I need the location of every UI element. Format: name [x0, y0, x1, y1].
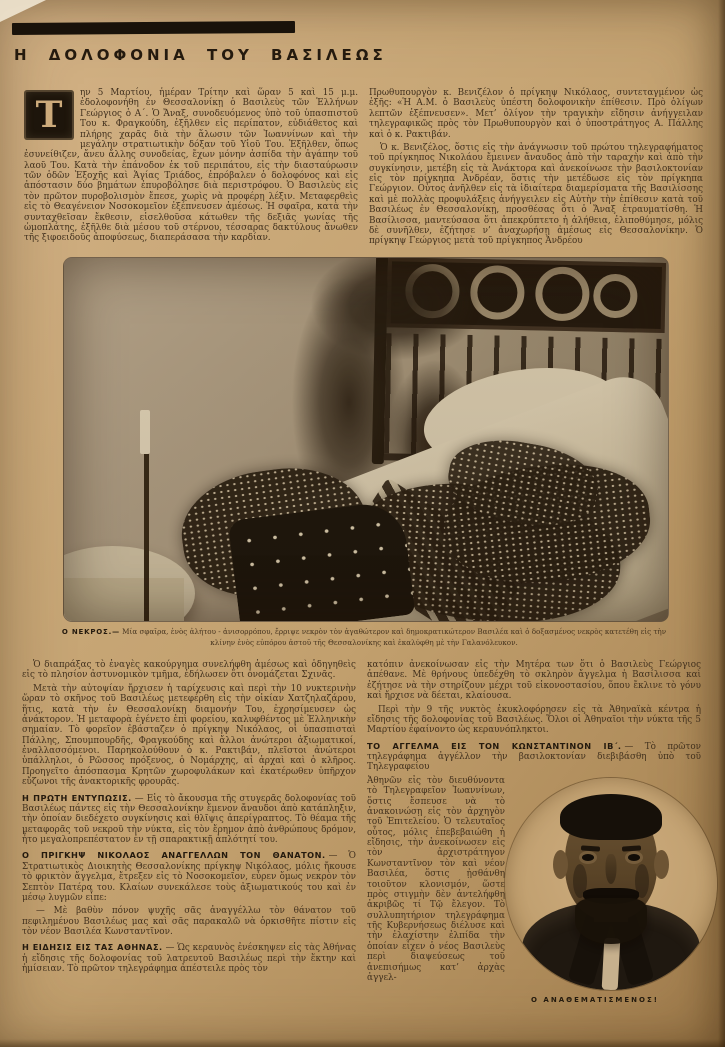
paragraph: Πρωθυπουργὸν κ. Βενιζέλον ὁ πρίγκηψ Νικόλαος, συντεταγμένον ὡς ἑξῆς: «Ἡ Α.Μ. ὁ Βασιλεὺς ὑπέστη δολοφονικὴν ἐπίθεσιν. Πρὸ ὀλίγων λεπτῶν ἐξέπνευσεν». Μετ’ ὀλίγον τὴν τραγικὴν εἴδησιν ἀνήγγειλαν τηλεγραφικῶς πρὸς τὸν Πρωθυπουργὸν καὶ ὁ ὑποστράτηγος Α. Πάλλης καὶ ὁ κ. Ρακτιβάν. — [369, 88, 703, 140]
section-title: Η ΕΙΔΗΣΙΣ ΕΙΣ ΤΑΣ ΑΘΗΝΑΣ. — [22, 942, 163, 953]
section-first-impression — [22, 794, 356, 846]
portrait-beard — [575, 898, 647, 944]
page-title: Η ΔΟΛΟΦΟΝΙΑ ΤΟΥ ΒΑΣΙΛΕΩΣ — [14, 46, 387, 64]
portrait-brow — [622, 845, 641, 851]
photo-sepia-overlay — [64, 258, 668, 621]
portrait-brow — [581, 845, 600, 851]
body-text: ην 5 Μαρτίου, ἡμέραν Τρίτην καὶ ὥραν 5 καὶ 15 μ.μ. ἐδολοφονήθη ἐν Θεσσαλονίκῃ ὁ Βασιλεὺς τῶν Ἑλλήνων Γεώργιος ὁ Α΄. Ὁ Ἄναξ, συνοδευόμενος ὑπὸ τοῦ ὑπασπιστοῦ Του κ. Φραγκούδη, ἐξῆλθεν εἰς περίπατον, εὐδιάθετος καὶ πλήρης χαρᾶς διὰ τὴν ἅλωσιν τῶν Ἰωαννίνων καὶ τὴν μεγάλην στρατιωτικὴν δόξαν τοῦ Υἱοῦ Του. Ἐξῆλθεν, ὅπως ἐσυνείθιζεν, ἄνευ ἄλλης συνοδείας, ἔχων μόνην ἀσπίδα τὴν ἀγάπην τοῦ λαοῦ Του. Κατὰ τὴν ἐπάνοδον ἐκ τοῦ περιπάτου, εἰς τὴν διασταύρωσιν τῶν ὁδῶν Ἐξοχῆς καὶ Ἁγίας Τριάδος, ἐπρόβαλεν ὁ δολοφόνος καὶ εἰς ἀπόστασιν δύο βημάτων ἐπυροβόλησε διὰ περιστρόφου. Ὁ Βασιλεὺς εἰς τὸν πρῶτον πυροβολισμὸν ἔπεσε, χωρὶς νὰ προφέρῃ λέξιν. Μεταφερθεὶς εἰς τὸ Θεαγένειον Νοσοκομεῖον ἐξέπνευσεν ἀμέσως. Ἡ σφαῖρα, κατὰ τὴν συνταχθεῖσαν ἔκθεσιν, εἰσελθοῦσα κάτωθεν τῆς δεξιᾶς γωνίας τῆς ὠμοπλάτης, ἐξῆλθε διὰ μέσου τοῦ στέρνου, τέσσαρας δακτύλους ἄνωθεν τῆς ξιφοειδοῦς ἀποφύσεως, διαπεράσασα τὴν καρδίαν. — [24, 88, 358, 244]
portrait-caption: Ο ΑΝΑΘΕΜΑΤΙΣΜΕΝΟΣ! — [531, 995, 659, 1004]
body-text: — Ὡς κεραυνὸς ἐνέσκηψεν εἰς τὰς Ἀθήνας ἡ εἴδησις τῆς δολοφονίας τοῦ λατρευτοῦ Βασιλέως περὶ τὴν ἕκτην καὶ ἡμίσειαν. Τὸ πρῶτον τηλεγράφημα ἀπέστειλε πρὸς τὸν — [22, 943, 357, 975]
article-column-right-lower — [367, 660, 701, 1004]
text-portrait-row — [367, 776, 701, 990]
page-edge-bottom — [0, 1039, 725, 1047]
portrait-shirt — [602, 937, 621, 989]
article-column-left — [24, 88, 358, 250]
paragraph: Περὶ τὴν 9 τῆς νυκτὸς ἐκυκλοφόρησεν εἰς τὰ Ἀθηναϊκὰ κέντρα ἡ εἴδησις τῆς δολοφονίας τοῦ Βασιλέως. Ὅλοι οἱ Ἀθηναῖοι τὴν νύκτα τῆς 5 Μαρτίου ἐφαίνοντο ὡς κεραυνόπληκτοι. — [367, 704, 701, 736]
section-title: Η ΠΡΩΤΗ ΕΝΤΥΠΩΣΙΣ. — [22, 792, 132, 803]
portrait-nose — [606, 854, 617, 884]
section-message-to-constantine — [367, 742, 701, 773]
photo-assassin-portrait — [505, 778, 717, 990]
page-edge-corner — [0, 0, 46, 22]
section-prince-nicholas — [22, 851, 356, 903]
paragraph: Ὁ διαπράξας τὸ ἐναγὲς κακούργημα συνελήφθη ἀμέσως καὶ ὁδηγηθεὶς εἰς τὸ πλησίον ἀστυνομικὸν τμῆμα, ἐδήλωσεν ὅτι ὀνομάζεται Σχινᾶς. — [22, 660, 356, 681]
article-column-left-lower — [22, 660, 356, 1004]
photo-caption-text: Μία σφαῖρα, ἑνὸς ἀλήτου - ἀνισορρόπου, ἔρριψε νεκρὸν τὸν ἀγαθώτερον καὶ δημοκρατικώτερον Βασιλέα καὶ ὁ δοξασμένος νεκρὸς κατετέθη εἰς τὴν κλίνην ἑνὸς εὐπόρου ἀστοῦ τῆς Θεσσαλονίκης καὶ ἐκαλύφθη μὲ τὴν Γαλανόλευκον. — [122, 627, 667, 647]
page-edge-right — [718, 0, 725, 1047]
photo-caption — [58, 627, 670, 649]
section-title: Ο ΠΡΙΓΚΗΨ ΝΙΚΟΛΑΟΣ ΑΝΑΓΓΕΛΛΩΝ ΤΟΝ ΘΑΝΑΤΟΝ. — [22, 850, 326, 861]
portrait-eye — [582, 854, 594, 861]
paragraph: κατόπιν ἀνεκοίνωσαν εἰς τὴν Μητέρα των ὅτι ὁ Βασιλεὺς Γεώργιος ἀπέθανε. Μὲ θρήνους ὑπεδέχθη τὸ σκληρὸν ἄγγελμα ἡ Βασίλισσα καὶ ἐζήτησε νὰ τὴν στηρίζουν μέχρι τοῦ εἰκονοστασίου, ὅπου ἔκλινε τὸ γόνυ καὶ ἤρχισε νὰ δέεται, κλαίουσα. — [367, 660, 701, 702]
paragraph — [24, 88, 358, 244]
body-text: — Εἰς τὸ ἄκουσμα τῆς στυγερᾶς δολοφονίας τοῦ Βασιλέως πάντες εἰς τὴν Θεσσαλονίκην ἔμενον ἄναυδοι ἀπὸ κατάπληξιν, τὴν ὁποίαν διεδέχετο συγκίνησις καὶ θλῖψις ἀπερίγραπτος. Τὸ θέαμα τῆς μεταφορᾶς τοῦ νεκροῦ τὴν νύκτα, εἰς τὸν ἔρημον ἀπὸ ἀνθρώπους δρόμον, ἦτο μεγαλοπρεπέστατον ἐν τῇ σπαρακτικῇ ἁπλότητί του. — [22, 793, 357, 845]
body-text: — Ὁ Στρατιωτικὸς Διοικητὴς Θεσσαλονίκης πρίγκηψ Νικόλαος, μόλις ἤκουσε τὸ φρικτὸν ἄγγελμα, ἔτρεξεν εἰς τὸ Νοσοκομεῖον, εὗρεν ὅμως νεκρὸν τὸν Σεπτὸν Πατέρα του. Κλαίων συνεκάλεσε τοὺς ἀξιωματικούς του καὶ ἐν μέσῳ λυγμῶν εἶπε: — [22, 851, 356, 903]
quote-paragraph: — Μὲ βαθὺν πόνον ψυχῆς σᾶς ἀναγγέλλω τὸν θάνατον τοῦ πεφιλημένου Βασιλέως μας καὶ σᾶς παρακαλῶ νὰ ὁρκισθῆτε πίστιν εἰς τὸν νέον Βασιλέα Κωνσταντῖνον. — [22, 906, 356, 937]
article-top-columns — [24, 88, 703, 250]
drop-cap: Τ — [24, 90, 74, 140]
photo-caption-lead: Ο ΝΕΚΡΟΣ.— — [61, 628, 120, 636]
headline-rule — [12, 21, 295, 35]
paragraph: Μετὰ τὴν αὐτοψίαν ἤρχισεν ἡ ταρίχευσις καὶ περὶ τὴν 10 νυκτερινὴν ὥραν τὸ σκῆνος τοῦ Βασιλέως μετεφέρθη εἰς τὴν οἰκίαν Χατζηλαζάρου, ἥτις, κατὰ τὴν ἐν Θεσσαλονίκῃ διαμονήν Του, ἐχρησίμευσεν ὡς ἀνάκτορον. Ἡ μεταφορὰ ἐγένετο ἐπὶ φορείου, καλυφθέντος μὲ Ἑλληνικὴν σημαίαν. Τὸ φορεῖον ἐβάσταζεν ὁ πρίγκηψ Νικόλαος, οἱ ὑπασπισταὶ Πάλλης, Σπουμπουρδῆς, Φραγκούδης καὶ ἄλλοι ἀνώτεροι ἀξιωματικοί, ἐναλλασσόμενοι. Παρηκολούθουν ὁ κ. Ρακτιβάν, πλεῖστοι ἀνώτεροι ὑπάλληλοι, ὁ Ρῶσσος πρόξενος, ὁ Νομάρχης, αἱ ἀρχαὶ καὶ ὁ κλῆρος. Προηγεῖτο ἀπόσπασμα Κρητῶν χωροφυλάκων καὶ ἑκατέρωθεν ὑπῆρχον εὔζωνοι τῆς ἀνακτορικῆς φρουρᾶς. — [22, 683, 356, 788]
portrait-head — [565, 802, 657, 920]
section-title: ΤΟ ΑΓΓΕΛΜΑ ΕΙΣ ΤΟΝ ΚΩΝΣΤΑΝΤΙΝΟΝ ΙΒ΄. — [367, 740, 622, 751]
portrait-hair — [560, 794, 662, 840]
article-column-right — [369, 88, 703, 250]
photo-dead-king — [63, 257, 669, 622]
body-text: — Τὸ πρῶτον τηλεγράφημα ἀγγέλλον τὴν βασιλοκτονίαν διεβιβάσθη ὑπὸ τοῦ Τηλεγραφείου — [367, 741, 701, 773]
portrait-eye — [628, 854, 640, 861]
portrait-ear — [553, 850, 568, 879]
narrow-text-column: Ἀθηνῶν εἰς τὸν διευθύνοντα τὸ Τηλεγραφεῖον Ἰωαννίνων, ὅστις ἔσπευσε νὰ τὸ ἀνακοινώσῃ εἰς τὸν ἀρχηγὸν τοῦ Ἐπιτελείου. Ὁ τελευταῖος οὗτος, μόλις ἐπεβεβαιώθη ἡ εἴδησις, τὴν ἀνεκοίνωσεν εἰς τὸν ἀρχιστράτηγον Κωνσταντῖνον τὸν καὶ νέον Βασιλέα, ὅστις ᾐσθάνθη τοιοῦτον κλονισμόν, ὥστε πρὸς στιγμὴν δὲν ἀντελήφθη ἀκριβῶς τί Τῷ ἔλεγον. Τὸ συλλυπητήριον τηλεγράφημα τῆς Κυβερνήσεως διέλυσε καὶ τὴν ἐλαχίστην ἐλπίδα τὴν ὁποίαν εἶχεν ὁ νέος Βασιλεὺς περὶ διαψεύσεως τοῦ ἀνεπισήμως κατ’ ἀρχὰς ἀγγελ- — [367, 775, 505, 983]
article-bottom-columns — [22, 660, 704, 1004]
paragraph: Ὁ κ. Βενιζέλος, ὅστις εἰς τὴν ἀνάγνωσιν τοῦ πρώτου τηλεγραφήματος τοῦ πρίγκηπος Νικολάου ἔμεινεν ἄναυδος ἀπὸ τὴν ταραχὴν καὶ ἀπὸ τὴν συγκίνησιν, μετέβη εἰς τὰ Ἀνάκτορα καὶ ἀνεκοίνωσε τὴν βασιλοκτονίαν εἰς τὸν πρίγκηπα Ἀνδρέαν, ὅστις τὴν μετέδωσε εἰς τὸν πρίγκηπα Γεώργιον. Οὗτος ἀνῆλθεν εἰς τὰ ἰδιαίτερα διαμερίσματα τῆς Βασιλίσσης καὶ μὲ πολλὰς προφυλάξεις ἀνήγγειλεν εἰς Αὐτὴν τὴν ἐπίθεσιν κατὰ τοῦ Βασιλέως ἐν Θεσσαλονίκῃ, προσθέσας ὅτι ὁ Ἄναξ ἐτραυματίσθη. Ἡ Βασίλισσα, μαντεύσασα ὅτι ἀπεκρύπτετο ἡ ἀλήθεια, ἐλιποθύμησε, μόλις δὲ συνῆλθεν, ἐζήτησε ν’ ἀναχωρήσῃ ἀμέσως εἰς Θεσσαλονίκην. Ὁ πρίγκηψ Γεώργιος μετὰ τοῦ πρίγκηπος Ἀνδρέου — [369, 142, 703, 247]
section-news-in-athens — [22, 943, 356, 974]
portrait-ear — [654, 850, 669, 879]
